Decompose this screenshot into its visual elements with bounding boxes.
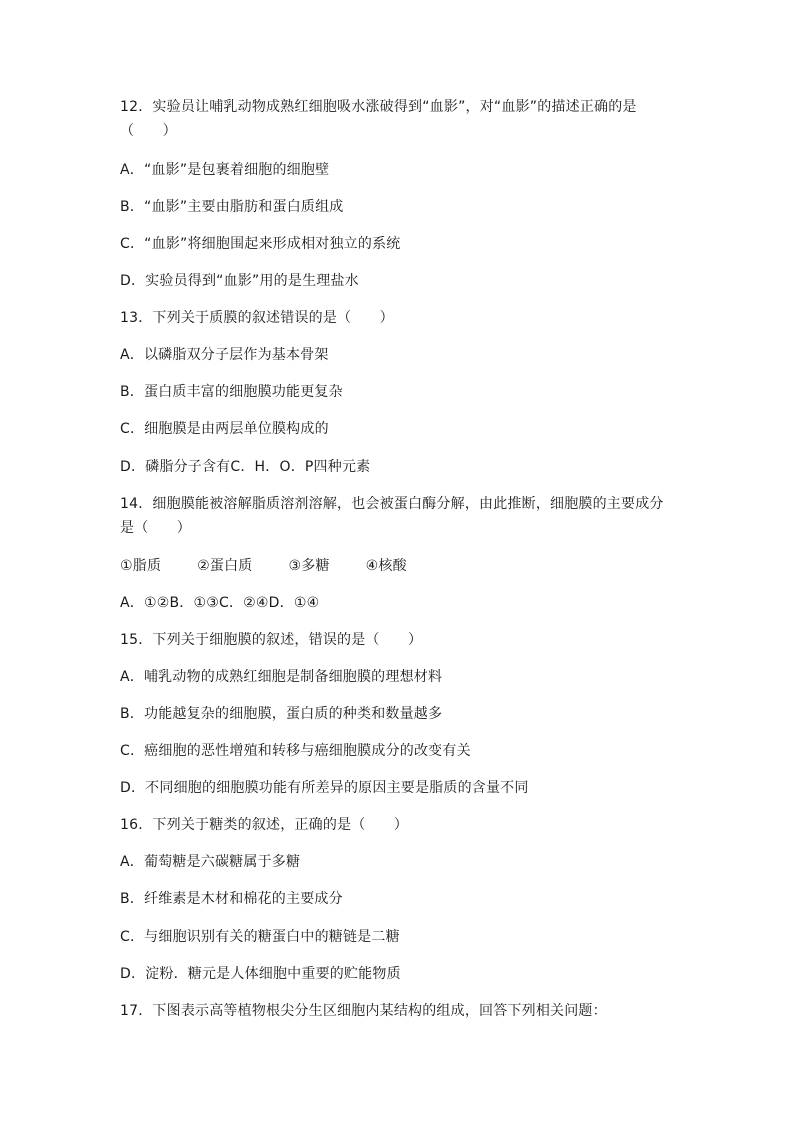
question-12-option-a: A．“血影”是包裹着细胞的细胞壁 (120, 162, 330, 178)
question-14-answer-blank: 是（ ） (120, 520, 191, 536)
question-12-option-c: C．“血影”将细胞围起来形成相对独立的系统 (120, 236, 401, 252)
question-13-option-c: C．细胞膜是由两层单位膜构成的 (120, 421, 329, 437)
question-15-option-c: C．癌细胞的恶性增殖和转移与癌细胞膜成分的改变有关 (120, 743, 471, 759)
question-16-option-a: A．葡萄糖是六碳糖属于多糖 (120, 854, 301, 870)
question-13-option-a: A．以磷脂双分子层作为基本骨架 (120, 347, 329, 363)
question-12-answer-blank: （ ） (120, 123, 177, 139)
question-14-item-1: ①脂质 (120, 558, 162, 574)
question-16-stem: 16．下列关于糖类的叙述，正确的是（ ） (120, 817, 409, 833)
question-16-option-d: D．淀粉．糖元是人体细胞中重要的贮能物质 (120, 966, 401, 982)
question-17-stem: 17．下图表示高等植物根尖分生区细胞内某结构的组成，回答下列相关问题： (120, 1003, 607, 1019)
question-12-option-d: D．实验员得到“血影”用的是生理盐水 (120, 273, 359, 289)
question-14-item-4: ④核酸 (365, 558, 407, 574)
question-16-option-c: C．与细胞识别有关的糖蛋白中的糖链是二糖 (120, 929, 400, 945)
question-13-option-d: D．磷脂分子含有C．H．O．P四种元素 (120, 459, 371, 475)
question-15-option-d: D．不同细胞的细胞膜功能有所差异的原因主要是脂质的含量不同 (120, 780, 529, 796)
question-14-items (120, 555, 680, 577)
question-15-option-a: A．哺乳动物的成熟红细胞是制备细胞膜的理想材料 (120, 669, 443, 685)
question-15-stem: 15．下列关于细胞膜的叙述，错误的是（ ） (120, 632, 423, 648)
question-13-stem: 13．下列关于质膜的叙述错误的是（ ） (120, 310, 394, 326)
question-13-option-b: B．蛋白质丰富的细胞膜功能更复杂 (120, 384, 343, 400)
question-14-options: A．①②B．①③C．②④D．①④ (120, 595, 320, 611)
question-14-item-3: ③多糖 (288, 558, 330, 574)
question-16-option-b: B．纤维素是木材和棉花的主要成分 (120, 891, 343, 907)
question-14-item-2: ②蛋白质 (197, 558, 253, 574)
question-15-option-b: B．功能越复杂的细胞膜，蛋白质的种类和数量越多 (120, 706, 443, 722)
question-12-stem: 12．实验员让哺乳动物成熟红细胞吸水涨破得到“血影”，对“血影”的描述正确的是 (120, 99, 637, 115)
question-12-option-b: B．“血影”主要由脂肪和蛋白质组成 (120, 199, 344, 215)
question-14-stem: 14．细胞膜能被溶解脂质溶剂溶解，也会被蛋白酶分解，由此推断，细胞膜的主要成分 (120, 496, 664, 512)
